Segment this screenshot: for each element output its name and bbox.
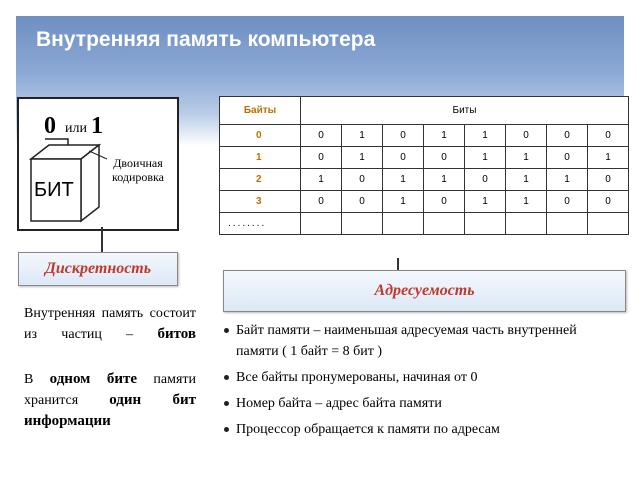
- bit-cell: 0: [547, 147, 588, 169]
- bit-cell: 1: [465, 191, 506, 213]
- caption-line-2: кодировка: [111, 170, 165, 184]
- bit-zero: 0: [44, 113, 56, 139]
- bit-cell: 0: [588, 191, 629, 213]
- bit-or: или: [65, 121, 87, 136]
- right-text: [224, 320, 586, 445]
- bullet-item: Процессор обращается к памяти по адресам: [224, 419, 586, 440]
- left-text: [24, 303, 196, 456]
- bit-cell: 0: [547, 191, 588, 213]
- bit-cell: 1: [424, 169, 465, 191]
- p1-text: Внутренняя память состоит из частиц –: [24, 306, 196, 342]
- bit-cell: 1: [506, 191, 547, 213]
- bit-cell: 1: [547, 169, 588, 191]
- left-paragraph-1: [24, 303, 196, 345]
- bit-cell: 1: [383, 169, 424, 191]
- empty-cell: [588, 213, 629, 235]
- memory-table: [219, 96, 629, 235]
- bit-label: БИТ: [34, 179, 74, 201]
- bit-cell: 1: [506, 147, 547, 169]
- bit-cell: 0: [342, 169, 383, 191]
- bits-header: Биты: [301, 97, 629, 125]
- bit-cell: 0: [301, 147, 342, 169]
- table-row: [220, 125, 629, 147]
- p2-bold-d: один бит информации: [24, 392, 196, 429]
- bit-cell: 1: [342, 125, 383, 147]
- connector-left: [101, 227, 103, 253]
- bit-cell: 1: [301, 169, 342, 191]
- empty-cell: [506, 213, 547, 235]
- p1-bold: битов: [157, 326, 197, 342]
- connector-right: [397, 258, 399, 270]
- empty-cell: [342, 213, 383, 235]
- bit-box: [17, 97, 179, 231]
- bullet-item: Номер байта – адрес байта памяти: [224, 393, 586, 414]
- table-row: [220, 147, 629, 169]
- p2-text-c: памяти хранится: [24, 372, 197, 408]
- bit-cell: 0: [424, 147, 465, 169]
- caption-line-1: Двоичная: [113, 156, 163, 170]
- p2-bold-b: одном бите: [49, 371, 138, 387]
- bit-cell: 1: [424, 125, 465, 147]
- bit-cell: 0: [465, 169, 506, 191]
- bit-cell: 0: [506, 125, 547, 147]
- empty-cell: [424, 213, 465, 235]
- table-row: [220, 169, 629, 191]
- bit-cell: 0: [588, 125, 629, 147]
- byte-index: 1: [220, 147, 301, 169]
- bit-caption: [107, 156, 169, 184]
- empty-cell: [465, 213, 506, 235]
- bit-cell: 1: [465, 147, 506, 169]
- bit-cell: 1: [342, 147, 383, 169]
- discreteness-label: Дискретность: [18, 252, 178, 286]
- bit-cell: 1: [506, 169, 547, 191]
- bit-cell: 1: [383, 191, 424, 213]
- bit-one: 1: [91, 113, 103, 139]
- empty-cell: [383, 213, 424, 235]
- bit-cell: 0: [547, 125, 588, 147]
- bit-cell: 0: [301, 191, 342, 213]
- bit-cell: 0: [383, 147, 424, 169]
- bit-cell: 0: [342, 191, 383, 213]
- byte-index: 3: [220, 191, 301, 213]
- bit-cell: 0: [424, 191, 465, 213]
- byte-index: 2: [220, 169, 301, 191]
- table-row: [220, 213, 629, 235]
- page-title: Внутренняя память компьютера: [36, 28, 376, 51]
- p2-text-a: В: [24, 372, 34, 387]
- bytes-header: Байты: [220, 97, 301, 125]
- byte-index: 0: [220, 125, 301, 147]
- bullet-item: Все байты пронумерованы, начиная от 0: [224, 367, 586, 388]
- empty-cell: [301, 213, 342, 235]
- ellipsis-cell: ........: [220, 213, 301, 235]
- empty-cell: [547, 213, 588, 235]
- bit-cell: 0: [301, 125, 342, 147]
- intro-item: Байт памяти – наименьшая адресуемая часть внутренней памяти ( 1 байт = 8 бит ): [224, 320, 586, 362]
- addressability-label: Адресуемость: [223, 270, 626, 312]
- bit-cell: 1: [465, 125, 506, 147]
- bit-cell: 0: [588, 169, 629, 191]
- left-paragraph-2: [24, 369, 196, 432]
- table-row: [220, 191, 629, 213]
- bit-cell: 1: [588, 147, 629, 169]
- bit-cell: 0: [383, 125, 424, 147]
